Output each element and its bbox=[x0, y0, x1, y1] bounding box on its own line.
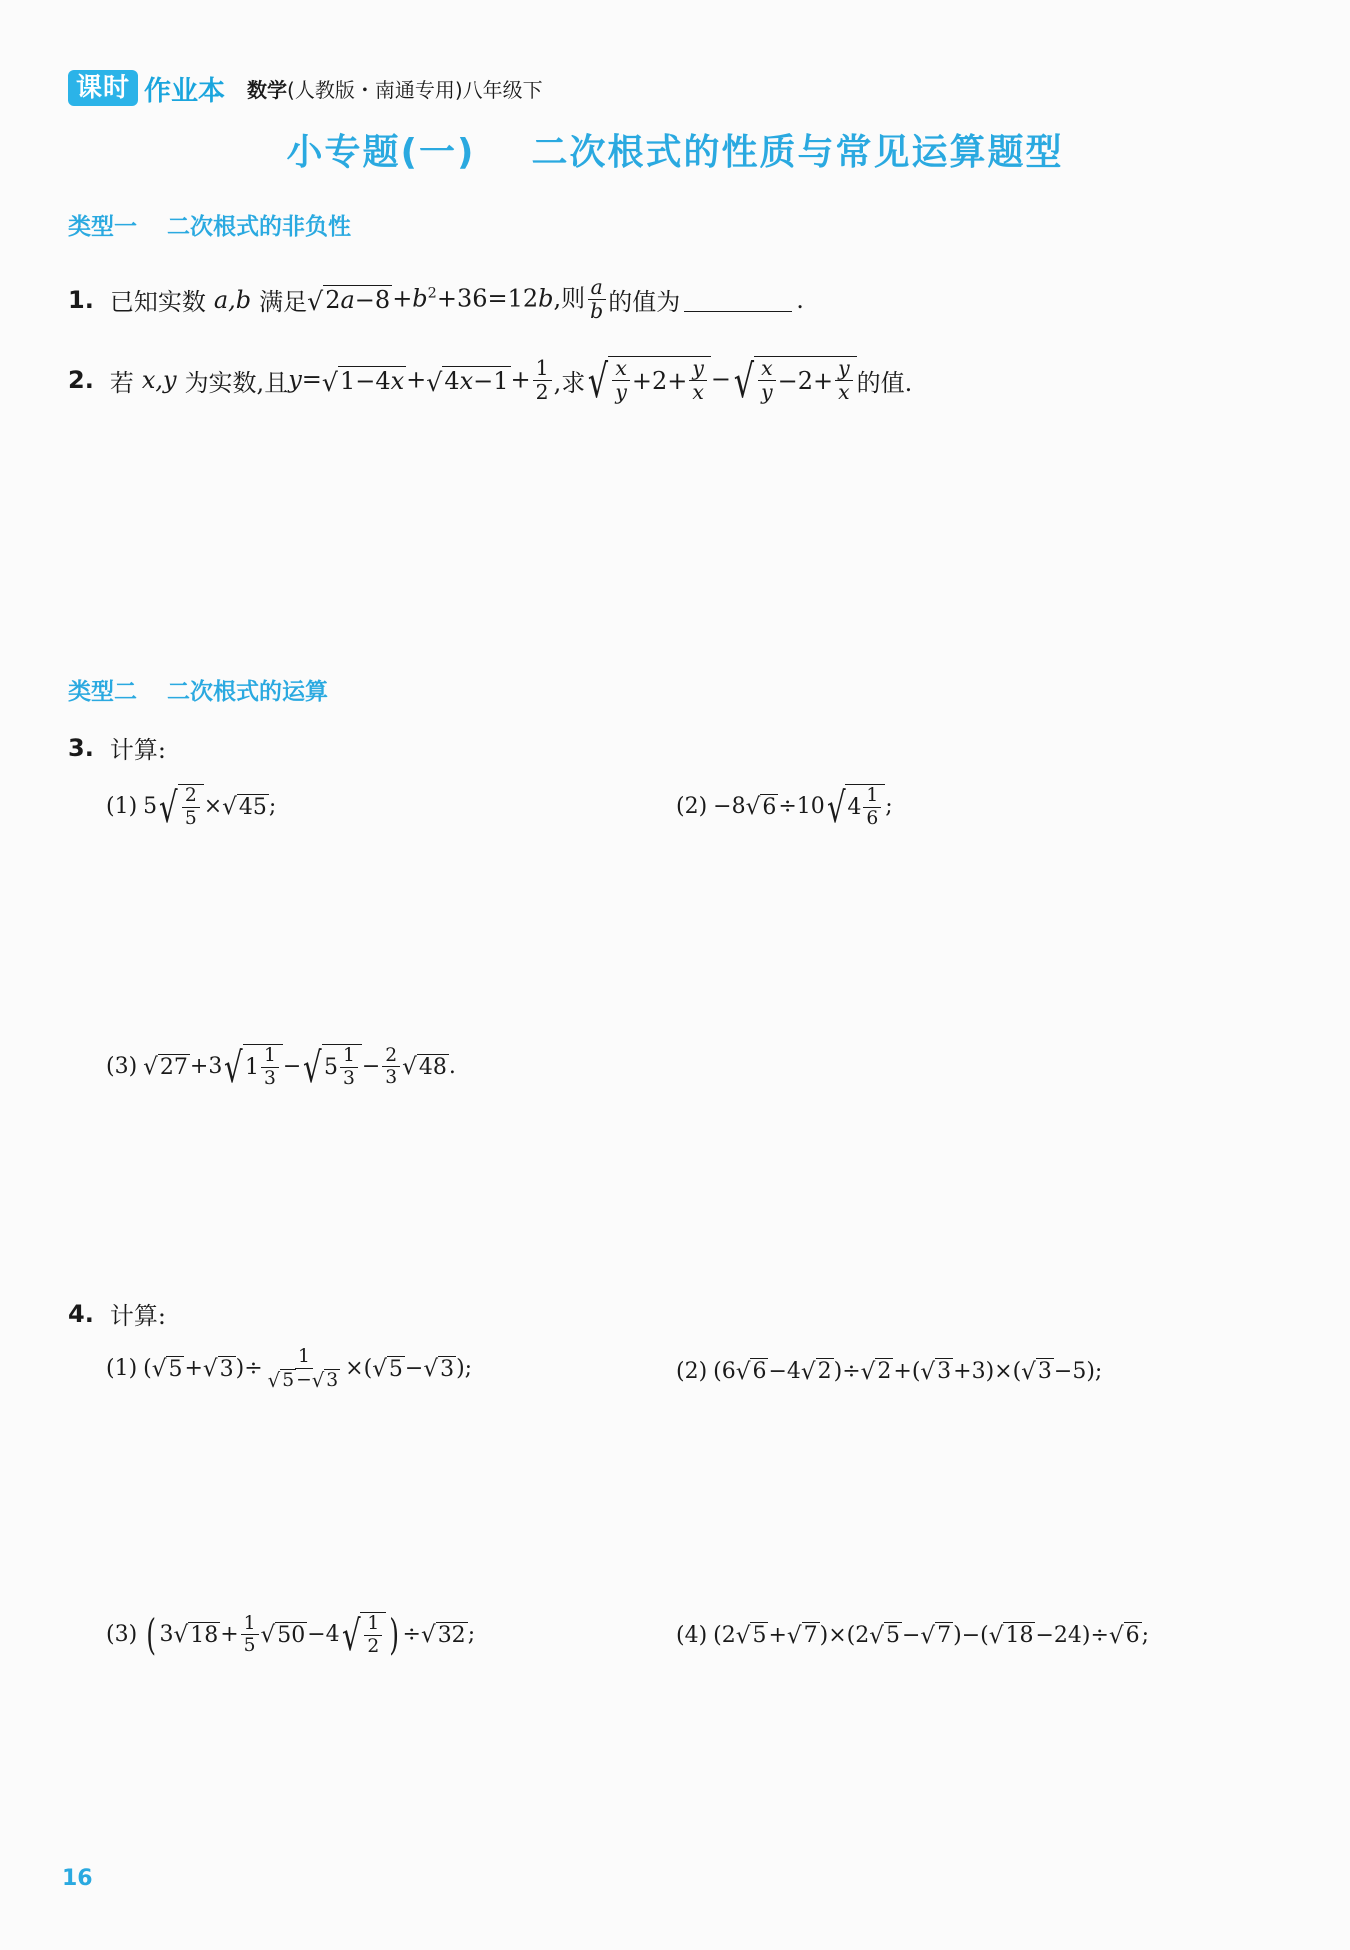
q4-part2: (2) (6 √ 6 −4 √ 2 )÷ √ 2 +( √ 3 +3)×( √ 3 −5); bbox=[676, 1358, 1103, 1385]
section-heading-1: 类型一 二次根式的非负性 bbox=[68, 214, 351, 240]
question-1: 1. 已知实数 a,b 满足 √ 2 a −8 $+b^2+36=12b$,则 $\frac{a}{b}$ 的值为 . bbox=[68, 275, 804, 324]
question-4: 4. 计算: bbox=[68, 1299, 166, 1330]
title-part2: 二次根式的性质与常见运算题型 bbox=[531, 132, 1064, 173]
q2-equation: y= √ 1−4 x + √ 4 x −1 + $\frac{1}{2}$ bbox=[288, 357, 553, 405]
q3-part1: (1) 5 √ 2 5 × √ 45 ; bbox=[106, 783, 277, 833]
q1-equation: √ 2 a −8 $+b^2+36=12b$,则 $\frac{a}{b}$ bbox=[307, 276, 608, 324]
q4-part4: (4) (2 √ 5 + √ 7 )×(2 √ 5 − √ 7 )−( √ 18 −24)÷ √ 6 ; bbox=[676, 1622, 1150, 1649]
question-2: 2. 若 x,y 为实数,且 y= √ 1−4 x + √ 4 x −1 + $\frac{1}{2}$ ,求 √ x y +2+ y x − √ x y −2+ y x 的值. bbox=[68, 355, 913, 409]
q4-part3: (3) ( 3 √ 18 + 1 5 √ 50 −4 √ 1 2 ) ÷ √ 32 ; bbox=[106, 1609, 476, 1661]
book-subject: 数学 bbox=[247, 77, 288, 102]
q2-expression: √ x y +2+ y x − √ x y −2+ y x bbox=[585, 356, 856, 405]
q3-part3: (3) √ 27 +3 √ 1 1 3 − √ 5 1 3 − 2 3 √ 48 . bbox=[106, 1043, 456, 1093]
question-3: 3. 计算: bbox=[68, 733, 166, 764]
answer-blank[interactable] bbox=[684, 287, 792, 312]
logo: 课时 bbox=[68, 70, 138, 106]
header bbox=[68, 68, 543, 108]
title-part1: 小专题(一) bbox=[286, 132, 476, 173]
page-title bbox=[0, 124, 1350, 175]
q4-part1: (1) ( √ 5 + √ 3 )÷ 1 √ 5 − √ 3 ×( √ 5 − √ 3 ); bbox=[106, 1346, 473, 1393]
book-edition: (人教版・南通专用)八年级下 bbox=[287, 77, 543, 102]
q3-part2: (2) −8 √ 6 ÷10 √ 4 1 6 ; bbox=[676, 783, 893, 833]
page-number: 16 bbox=[62, 1866, 93, 1891]
logo-text: 作业本 bbox=[144, 75, 226, 107]
section-heading-2: 类型二 二次根式的运算 bbox=[68, 679, 328, 705]
